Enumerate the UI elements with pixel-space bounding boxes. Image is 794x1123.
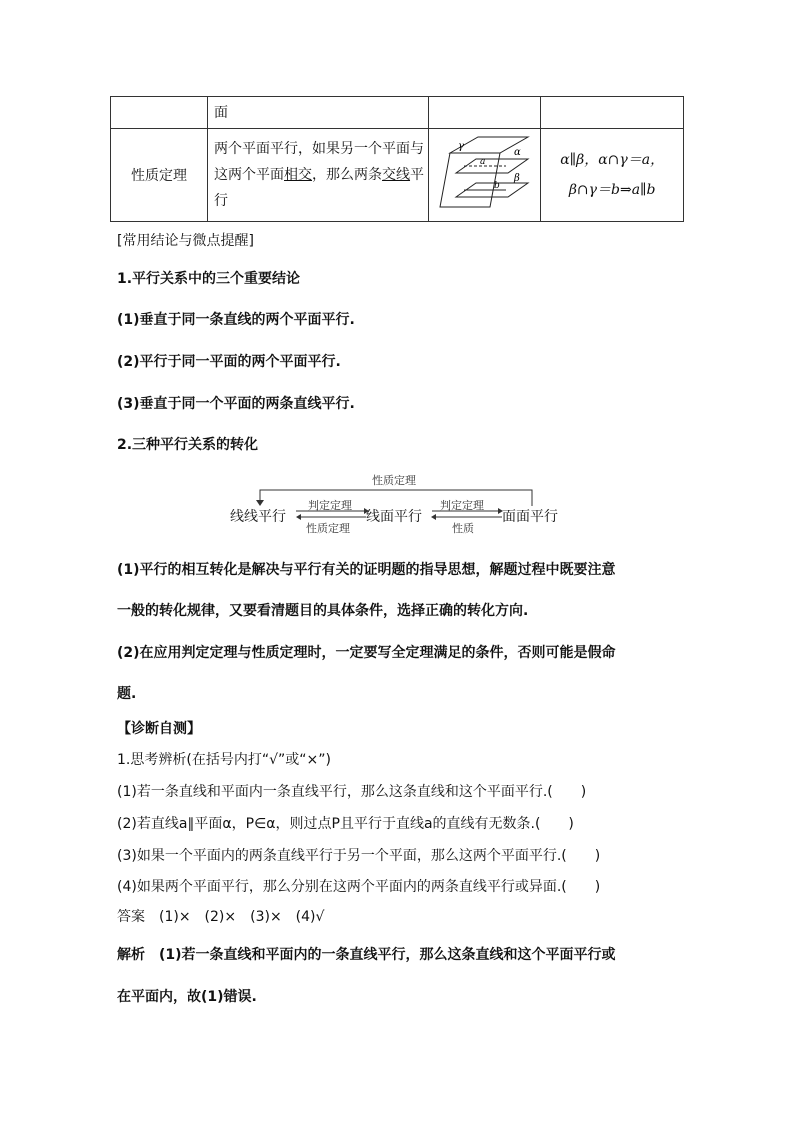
section-title: 1.平行关系中的三个重要结论 bbox=[117, 271, 301, 287]
arrow-head bbox=[431, 514, 436, 520]
table-cell bbox=[428, 97, 541, 129]
table-cell bbox=[541, 97, 684, 129]
question-item: (2)若直线a∥平面α，P∈α，则过点P且平行于直线a的直线有无数条.( ) bbox=[117, 816, 574, 832]
label-gamma: γ bbox=[458, 141, 465, 152]
node-line-line: 线线平行 bbox=[230, 509, 286, 525]
label-alpha: α bbox=[514, 147, 522, 158]
theorem-text: 两个平面平行，如果另一个平面与这两个平面相交，那么两条交线平行 bbox=[208, 129, 429, 222]
formula-line: α∥β，α∩γ＝a， bbox=[560, 152, 665, 168]
label-a: a bbox=[480, 157, 486, 167]
table-cell: 面 bbox=[208, 97, 429, 129]
table-row bbox=[111, 129, 684, 222]
table-row bbox=[111, 97, 684, 129]
list-item: (3)垂直于同一个平面的两条直线平行. bbox=[117, 396, 355, 412]
note-line: 题. bbox=[117, 686, 137, 702]
node-line-plane: 线面平行 bbox=[366, 509, 422, 525]
top-arrow-label: 性质定理 bbox=[372, 474, 416, 487]
plane-gamma bbox=[440, 153, 500, 207]
analysis-line: 在平面内，故(1)错误. bbox=[117, 989, 257, 1005]
arrow-head bbox=[296, 514, 301, 520]
arrow-label: 判定定理 bbox=[308, 499, 352, 512]
parallel-planes-figure bbox=[434, 133, 534, 213]
note-line: 一般的转化规律，又要看清题目的具体条件，选择正确的转化方向. bbox=[117, 603, 529, 619]
section-title: 2.三种平行关系的转化 bbox=[117, 437, 259, 453]
list-item: (1)垂直于同一条直线的两个平面平行. bbox=[117, 312, 355, 328]
label-beta: β bbox=[514, 173, 521, 184]
question-title: 1.思考辨析(在括号内打“√”或“×”) bbox=[117, 752, 331, 768]
row-label: 性质定理 bbox=[111, 129, 208, 222]
arrow-label: 判定定理 bbox=[440, 499, 484, 512]
question-item: (3)如果一个平面内的两条直线平行于另一个平面，那么这两个平面平行.( ) bbox=[117, 848, 601, 864]
question-item: (1)若一条直线和平面内一条直线平行，那么这条直线和这个平面平行.( ) bbox=[117, 784, 587, 800]
arrow-label: 性质 bbox=[452, 522, 474, 535]
analysis-line: 解析 (1)若一条直线和平面内的一条直线平行，那么这条直线和这个平面平行或 bbox=[117, 947, 616, 963]
transformation-diagram bbox=[226, 468, 571, 535]
table-cell bbox=[111, 97, 208, 129]
tips-heading: [常用结论与微点提醒] bbox=[117, 233, 254, 249]
diagnose-heading: 【诊断自测】 bbox=[117, 721, 201, 737]
list-item: (2)平行于同一平面的两个平面平行. bbox=[117, 354, 341, 370]
note-line: (1)平行的相互转化是解决与平行有关的证明题的指导思想，解题过程中既要注意 bbox=[117, 562, 616, 578]
theorem-table bbox=[110, 96, 684, 222]
note-line: (2)在应用判定定理与性质定理时，一定要写全定理满足的条件，否则可能是假命 bbox=[117, 645, 616, 661]
planes-figure-cell bbox=[428, 129, 541, 222]
theorem-formula bbox=[541, 129, 684, 222]
label-b: b bbox=[494, 181, 501, 191]
question-item: (4)如果两个平面平行，那么分别在这两个平面内的两条直线平行或异面.( ) bbox=[117, 879, 601, 895]
formula-line: β∩γ＝b⇒a∥b bbox=[568, 182, 656, 198]
answer-line: 答案 (1)× (2)× (3)× (4)√ bbox=[117, 909, 325, 925]
node-plane-plane: 面面平行 bbox=[502, 509, 558, 525]
arrow-label: 性质定理 bbox=[306, 522, 350, 535]
underlined-term: 交线 bbox=[382, 167, 411, 183]
long-arrow bbox=[260, 490, 532, 506]
underlined-term: 相交 bbox=[284, 167, 313, 183]
